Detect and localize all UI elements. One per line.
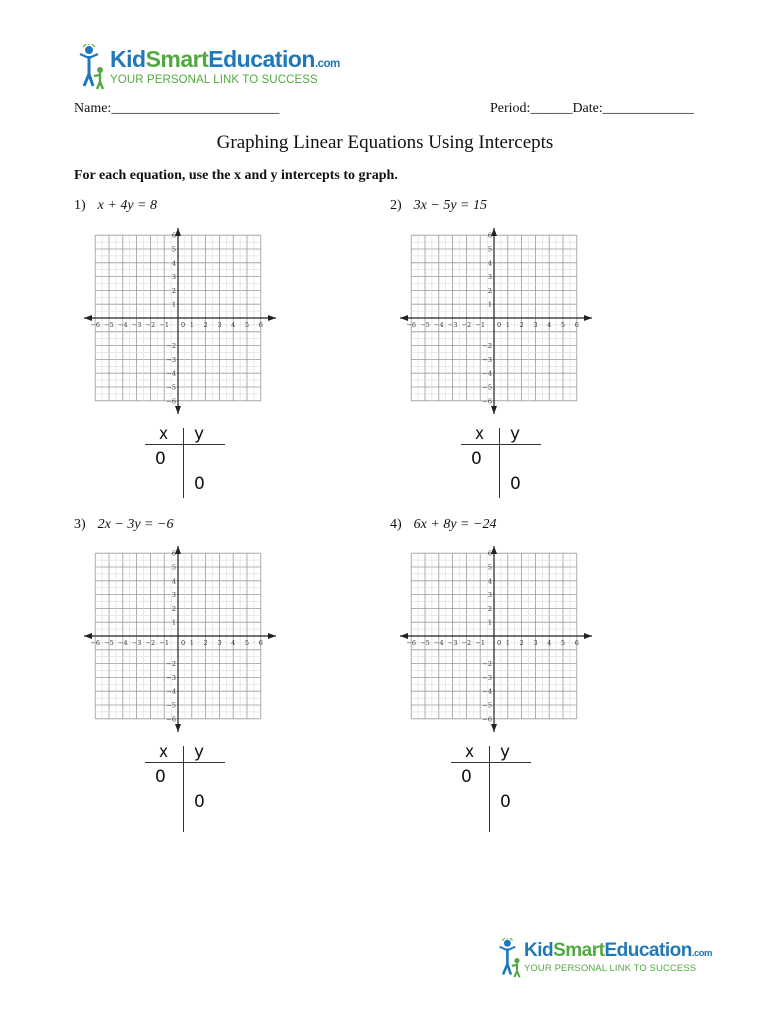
x-tick-label: −6 <box>90 639 100 647</box>
y-tick-label: 3 <box>171 591 176 600</box>
table-header-line <box>451 762 531 763</box>
y-tick-label: 4 <box>487 577 492 586</box>
y-tick-label: −4 <box>482 687 492 696</box>
y-tick-label: −5 <box>482 383 492 392</box>
problem-1-label <box>74 198 157 214</box>
x-tick-label: 2 <box>203 639 208 647</box>
y-tick-label: −2 <box>482 342 492 351</box>
x-tick-label: 1 <box>189 639 194 647</box>
x-tick-label: 3 <box>533 639 538 647</box>
x-tick-label: 6 <box>258 321 263 329</box>
x-tick-label: 3 <box>217 321 222 329</box>
x-tick-label: −3 <box>131 321 142 329</box>
y-tick-label: 4 <box>171 259 176 268</box>
x-tick-label: 5 <box>560 639 566 647</box>
x-tick-label: 4 <box>547 639 552 647</box>
x-tick-label: 4 <box>231 639 236 647</box>
problem-number: 1) <box>74 198 86 213</box>
period-date-field[interactable]: Period:______Date:_____________ <box>490 101 694 116</box>
x-tick-label: −2 <box>461 321 472 329</box>
table-y-header: y <box>194 742 205 762</box>
x-axis-arrow-right <box>268 633 276 639</box>
table-cell-y-zero: 0 <box>500 792 511 812</box>
y-tick-label: −4 <box>166 369 176 378</box>
table-divider-line <box>499 428 500 498</box>
table-y-header: y <box>510 424 521 444</box>
y-tick-label: 5 <box>171 245 176 254</box>
instructions: For each equation, use the x and y intercepts to graph. <box>74 168 398 183</box>
y-axis-arrow-down <box>491 406 497 414</box>
problem-2-label <box>390 198 487 214</box>
table-x-header: x <box>159 424 169 444</box>
x-tick-label: 1 <box>189 321 194 329</box>
x-tick-label: −4 <box>434 321 444 329</box>
problem-equation: x + 4y = 8 <box>97 198 157 213</box>
x-tick-label: −4 <box>434 639 444 647</box>
y-tick-label: 1 <box>171 300 176 309</box>
x-axis-arrow-right <box>584 633 592 639</box>
table-header-line <box>145 444 225 445</box>
x-tick-label: 2 <box>203 321 208 329</box>
table-cell-y-zero: 0 <box>194 792 205 812</box>
brand-name: KidSmartEducation.com <box>110 46 340 72</box>
origin-label: 0 <box>497 639 502 647</box>
x-tick-label: 2 <box>519 321 524 329</box>
x-tick-label: −1 <box>159 639 169 647</box>
y-tick-label: 1 <box>171 618 176 627</box>
y-tick-label: 5 <box>487 245 492 254</box>
y-tick-label: −3 <box>166 355 176 364</box>
page-title: Graphing Linear Equations Using Intercepts <box>216 132 554 153</box>
y-tick-label: 1 <box>487 300 492 309</box>
x-tick-label: 6 <box>574 639 579 647</box>
x-tick-label: 6 <box>574 321 579 329</box>
x-tick-label: −5 <box>104 639 114 647</box>
problem-equation: 3x − 5y = 15 <box>413 198 487 213</box>
y-tick-label: −6 <box>166 715 176 724</box>
y-tick-label: 6 <box>171 549 176 558</box>
x-tick-label: −1 <box>159 321 169 329</box>
y-tick-label: −2 <box>166 660 176 669</box>
y-tick-label: 1 <box>487 618 492 627</box>
x-tick-label: −3 <box>131 639 142 647</box>
table-x-header: x <box>159 742 169 762</box>
y-tick-label: −5 <box>482 701 492 710</box>
y-tick-label: 5 <box>487 563 492 572</box>
x-tick-label: −5 <box>420 321 430 329</box>
origin-label: 0 <box>181 321 186 329</box>
y-tick-label: −6 <box>482 715 492 724</box>
x-tick-label: −3 <box>447 639 458 647</box>
y-tick-label: 2 <box>487 286 492 295</box>
coordinate-grid-1[interactable] <box>80 226 280 416</box>
y-tick-label: 3 <box>487 273 492 282</box>
y-tick-label: −5 <box>166 383 176 392</box>
x-tick-label: 5 <box>244 639 250 647</box>
x-tick-label: −2 <box>145 639 156 647</box>
brand-tagline: YOUR PERSONAL LINK TO SUCCESS <box>110 74 318 86</box>
table-divider-line <box>489 746 490 832</box>
y-tick-label: −4 <box>482 369 492 378</box>
x-tick-label: −1 <box>475 321 485 329</box>
origin-label: 0 <box>181 639 186 647</box>
name-field[interactable]: Name:________________________ <box>74 101 280 116</box>
x-tick-label: 5 <box>244 321 250 329</box>
y-tick-label: 2 <box>487 604 492 613</box>
table-divider-line <box>183 746 184 832</box>
x-tick-label: −5 <box>104 321 114 329</box>
brand-tagline: YOUR PERSONAL LINK TO SUCCESS <box>524 963 697 974</box>
intercept-table-3 <box>145 742 225 826</box>
x-tick-label: −2 <box>145 321 156 329</box>
intercept-table-4 <box>451 742 531 826</box>
y-axis-arrow-down <box>175 724 181 732</box>
y-tick-label: 2 <box>171 604 176 613</box>
y-tick-label: 6 <box>487 231 492 240</box>
intercept-table-1 <box>145 424 225 508</box>
table-x-header: x <box>475 424 485 444</box>
table-divider-line <box>183 428 184 498</box>
y-tick-label: −6 <box>482 397 492 406</box>
table-cell-x-zero: 0 <box>155 767 166 787</box>
logo-figures-icon <box>76 44 108 90</box>
coordinate-grid-4[interactable] <box>396 544 596 734</box>
y-axis-arrow-down <box>491 724 497 732</box>
y-tick-label: −2 <box>482 660 492 669</box>
problem-number: 4) <box>390 517 402 532</box>
table-cell-y-zero: 0 <box>510 474 521 494</box>
x-tick-label: −2 <box>461 639 472 647</box>
y-tick-label: 4 <box>487 259 492 268</box>
y-tick-label: 6 <box>171 231 176 240</box>
table-cell-x-zero: 0 <box>471 449 482 469</box>
problem-equation: 2x − 3y = −6 <box>97 517 174 532</box>
problem-number: 3) <box>74 517 86 532</box>
y-tick-label: −4 <box>166 687 176 696</box>
bottom-logo <box>496 938 712 980</box>
table-y-header: y <box>500 742 511 762</box>
table-cell-x-zero: 0 <box>461 767 472 787</box>
x-tick-label: 4 <box>231 321 236 329</box>
intercept-table-2 <box>461 424 541 508</box>
y-tick-label: −2 <box>166 342 176 351</box>
problem-4-label <box>390 517 496 533</box>
y-tick-label: −3 <box>482 355 492 364</box>
problem-number: 2) <box>390 198 402 213</box>
y-tick-label: −5 <box>166 701 176 710</box>
x-tick-label: −6 <box>90 321 100 329</box>
x-tick-label: −1 <box>475 639 485 647</box>
y-tick-label: −3 <box>166 673 176 682</box>
table-header-line <box>145 762 225 763</box>
x-tick-label: 4 <box>547 321 552 329</box>
y-axis-arrow-down <box>175 406 181 414</box>
y-tick-label: −6 <box>166 397 176 406</box>
y-tick-label: −3 <box>482 673 492 682</box>
x-tick-label: 1 <box>505 321 510 329</box>
x-tick-label: 1 <box>505 639 510 647</box>
table-y-header: y <box>194 424 205 444</box>
y-tick-label: 3 <box>171 273 176 282</box>
y-tick-label: 2 <box>171 286 176 295</box>
brand-name: KidSmartEducation.com <box>524 940 712 961</box>
top-logo <box>76 44 340 94</box>
origin-label: 0 <box>497 321 502 329</box>
table-x-header: x <box>465 742 475 762</box>
coordinate-grid-3[interactable] <box>80 544 280 734</box>
x-tick-label: 5 <box>560 321 566 329</box>
table-cell-y-zero: 0 <box>194 474 205 494</box>
x-tick-label: −3 <box>447 321 458 329</box>
x-axis-arrow-right <box>268 315 276 321</box>
y-tick-label: 6 <box>487 549 492 558</box>
x-tick-label: 3 <box>217 639 222 647</box>
logo-figures-icon <box>496 938 524 978</box>
problem-equation: 6x + 8y = −24 <box>413 517 497 532</box>
x-tick-label: −4 <box>118 639 128 647</box>
x-tick-label: 6 <box>258 639 263 647</box>
table-cell-x-zero: 0 <box>155 449 166 469</box>
table-header-line <box>461 444 541 445</box>
y-tick-label: 4 <box>171 577 176 586</box>
x-tick-label: 3 <box>533 321 538 329</box>
y-tick-label: 5 <box>171 563 176 572</box>
coordinate-grid-2[interactable] <box>396 226 596 416</box>
x-tick-label: 2 <box>519 639 524 647</box>
y-tick-label: 3 <box>487 591 492 600</box>
x-tick-label: −6 <box>406 639 416 647</box>
x-tick-label: −5 <box>420 639 430 647</box>
x-tick-label: −6 <box>406 321 416 329</box>
x-axis-arrow-right <box>584 315 592 321</box>
x-tick-label: −4 <box>118 321 128 329</box>
problem-3-label <box>74 517 173 533</box>
